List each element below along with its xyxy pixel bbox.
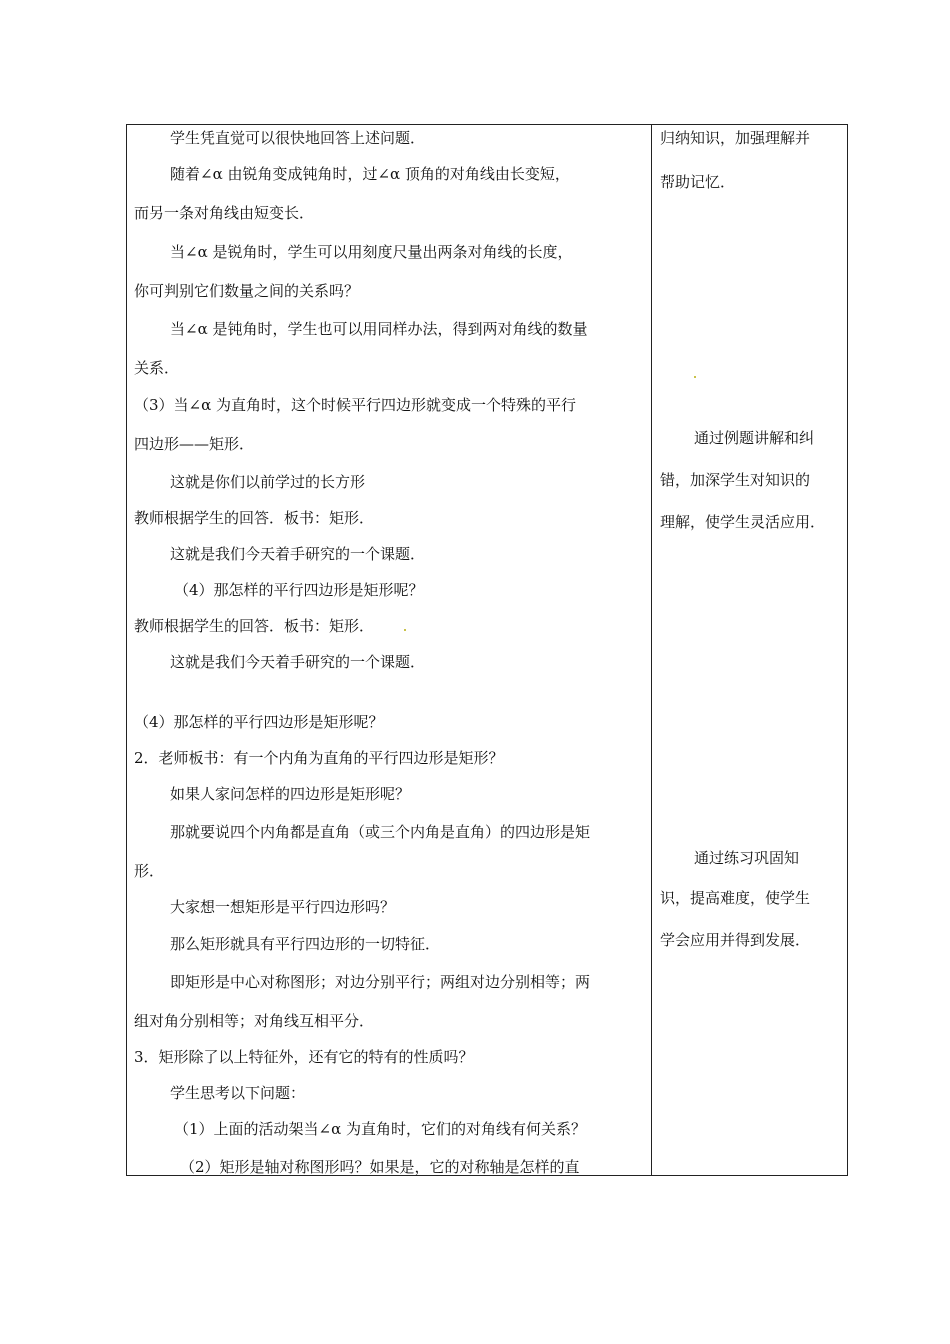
text-line: 这就是你们以前学过的长方形 xyxy=(170,473,366,491)
side-line: 识，提高难度，使学生 xyxy=(660,889,811,907)
text-line: 你可判别它们数量之间的关系吗？ xyxy=(134,282,360,300)
text-line: 当∠α 是钝角时，学生也可以用同样办法，得到两对角线的数量 xyxy=(170,320,588,338)
text-line: 3．矩形除了以上特征外，还有它的特有的性质吗？ xyxy=(134,1048,474,1066)
text-line: （4）那怎样的平行四边形是矩形呢？ xyxy=(134,713,384,731)
text-line: 这就是我们今天着手研究的一个课题． xyxy=(170,545,426,563)
text-line: （4）那怎样的平行四边形是矩形呢？ xyxy=(174,581,424,599)
text-line: 形． xyxy=(134,862,165,880)
column-divider xyxy=(651,124,652,1176)
side-line: 帮助记忆． xyxy=(660,173,736,191)
text-line: 即矩形是中心对称图形；对边分别平行；两组对边分别相等；两 xyxy=(170,973,591,991)
side-line: 通过例题讲解和纠 xyxy=(694,429,815,447)
side-line: 通过练习巩固知 xyxy=(694,849,800,867)
text-line: 那么矩形就具有平行四边形的一切特征． xyxy=(170,935,441,953)
text-line: 随着∠α 由锐角变成钝角时，过∠α 顶角的对角线由长变短， xyxy=(170,165,570,183)
text-line: 关系． xyxy=(134,359,180,377)
text-line: 组对角分别相等；对角线互相平分． xyxy=(134,1012,375,1030)
side-line: 学会应用并得到发展． xyxy=(660,931,811,949)
text-line: （1）上面的活动架当∠α 为直角时，它们的对角线有何关系？ xyxy=(174,1120,587,1138)
text-line: 而另一条对角线由短变长． xyxy=(134,204,315,222)
text-line: 那就要说四个内角都是直角（或三个内角是直角）的四边形是矩 xyxy=(170,823,591,841)
text-line: 教师根据学生的回答．板书：矩形． xyxy=(134,509,375,527)
text-line: 大家想一想矩形是平行四边形吗？ xyxy=(170,898,396,916)
speck-mark xyxy=(694,376,696,378)
text-line: 四边形——矩形． xyxy=(134,435,255,453)
text-line: （2）矩形是轴对称图形吗？如果是，它的对称轴是怎样的直 xyxy=(180,1158,580,1176)
text-line: 学生思考以下问题： xyxy=(170,1084,306,1102)
text-line: 这就是我们今天着手研究的一个课题． xyxy=(170,653,426,671)
text-line: 学生凭直觉可以很快地回答上述问题． xyxy=(170,129,426,147)
text-line: （3）当∠α 为直角时，这个时候平行四边形就变成一个特殊的平行 xyxy=(134,396,577,414)
speck-mark xyxy=(404,629,406,631)
text-line: 教师根据学生的回答．板书：矩形． xyxy=(134,617,375,635)
text-line: 当∠α 是锐角时，学生可以用刻度尺量出两条对角线的长度， xyxy=(170,243,573,261)
side-line: 错，加深学生对知识的 xyxy=(660,471,811,489)
text-line: 如果人家问怎样的四边形是矩形呢？ xyxy=(170,785,411,803)
text-line: 2．老师板书：有一个内角为直角的平行四边形是矩形？ xyxy=(134,749,504,767)
side-line: 归纳知识，加强理解并 xyxy=(660,129,811,147)
side-line: 理解，使学生灵活应用． xyxy=(660,513,826,531)
